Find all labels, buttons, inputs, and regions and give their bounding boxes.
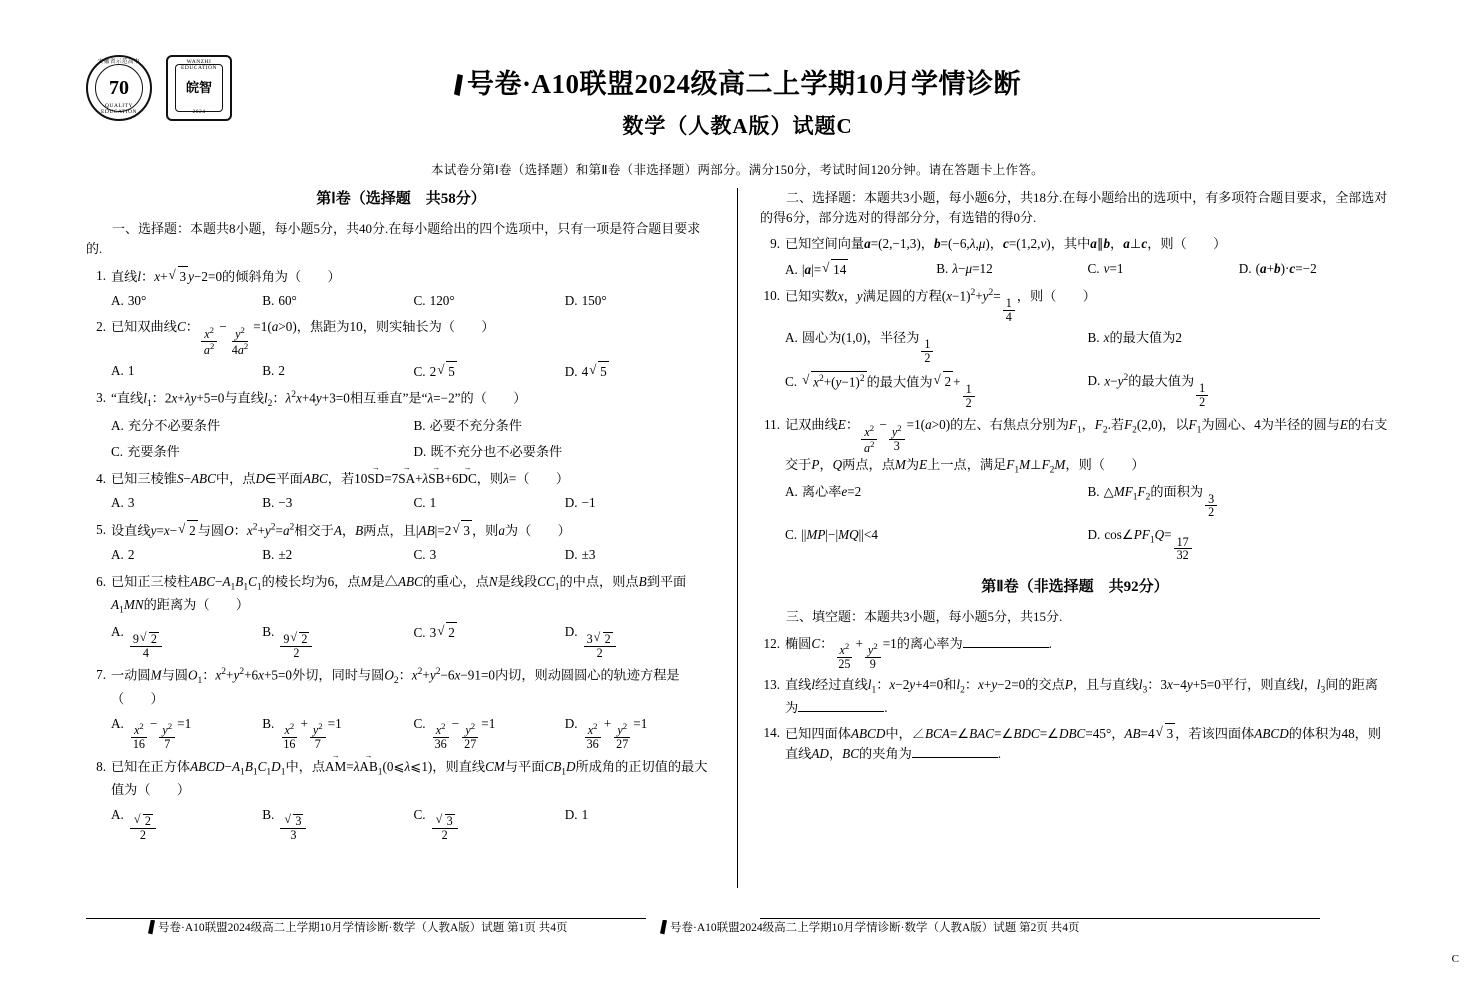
- question-text: “直线$l_1$：2x+λy+5=0与直线$l_2$：$\lambda^2x+4y+3=0$相互垂直”是“λ=−2”的（ ）: [111, 390, 527, 410]
- question-9: [760, 234, 1390, 254]
- paper-part-1-title: 第Ⅰ卷（选择题 共58分）: [316, 191, 486, 207]
- question-number: 5.: [96, 521, 106, 537]
- footer-right: [660, 919, 1080, 935]
- logo2-top-text: WANZHI EDUCATION: [181, 59, 217, 71]
- option-c[interactable]: C. v=1: [1087, 260, 1124, 276]
- option-d[interactable]: D. 4 √ 5: [565, 361, 716, 382]
- question-5: [86, 520, 716, 541]
- section-2-instruction: 二、选择题：本题共3小题，每小题6分，共18分.在每小题给出的选项中，有多项符合题目要求，全部选对的得6分，部分选对的得部分分，有选错的得0分.: [760, 190, 1388, 226]
- option-d[interactable]: D. $\frac{3 √ 2}{2}$: [565, 622, 716, 659]
- question-11-options-row2: [785, 525, 1390, 562]
- question-text: 椭圆C： $\frac{x^2}{25}$ + $\frac{y^2}{9}$ =1的离心率为 .: [785, 635, 1052, 672]
- option-b[interactable]: B. 60°: [262, 292, 297, 308]
- question-3-options-row1: [111, 416, 716, 436]
- option-a[interactable]: A. 充分不必要条件: [111, 417, 221, 433]
- question-10: [760, 286, 1390, 324]
- option-a[interactable]: A. 离心率e=2: [785, 483, 862, 499]
- option-c[interactable]: C. 3 √ 2: [414, 622, 565, 659]
- question-text: 已知双曲线C： $\frac{x^2}{a^2}$ − $\frac{y^2}{4a^2}$ =1(a>0)，焦距为10，则实轴长为（ ）: [111, 319, 495, 357]
- option-a[interactable]: A. $\frac{x^2}{16}$ − $\frac{y^2}{7}$ =1: [111, 715, 192, 752]
- question-number: 1.: [96, 267, 106, 283]
- question-14: [760, 723, 1390, 765]
- option-b[interactable]: B. −3: [262, 495, 293, 511]
- question-number: 11.: [764, 417, 780, 433]
- option-d[interactable]: D. ±3: [564, 547, 596, 563]
- question-text: 已知实数x，y满足圆的方程$(x-1)^2+y^2=$ $\frac{1}{4}$ ，则（ ）: [785, 288, 1096, 324]
- option-b[interactable]: B. 必要不充分条件: [413, 417, 522, 433]
- question-text: 已知四面体ABCD中，∠BCA=∠BAC=∠BDC=∠DBC=45°，AB=4 √ 3 ，若该四面体ABCD的体积为48，则直线AD，BC的夹角为 .: [785, 723, 1390, 765]
- question-7: [86, 665, 716, 709]
- option-d[interactable]: D. $\frac{x^2}{36}$ + $\frac{y^2}{27}$ =1: [564, 715, 648, 752]
- exam-notice: 本试卷分第Ⅰ卷（选择题）和第Ⅱ卷（非选择题）两部分。满分150分，考试时间120分钟。请在答题卡上作答。: [431, 163, 1044, 177]
- option-d[interactable]: D. −1: [564, 495, 596, 511]
- right-column: [760, 188, 1390, 768]
- option-d[interactable]: D. $x-y^2$的最大值为 $\frac{1}{2}$: [1088, 371, 1391, 410]
- option-b[interactable]: B. 2: [262, 362, 285, 378]
- question-3: [86, 388, 716, 412]
- corner-mark: C: [1451, 953, 1459, 965]
- question-8-options: [111, 805, 716, 842]
- logo1-bottom-text: QUALITY EDUCATION: [101, 103, 137, 116]
- brand-mark-icon: [660, 920, 667, 935]
- option-d[interactable]: D. 150°: [564, 292, 607, 308]
- option-b[interactable]: B. √ $\frac{3}{3}$: [262, 805, 413, 842]
- option-d[interactable]: D. $\cos\angle PF_1Q=$ $\frac{17}{32}$: [1088, 525, 1391, 562]
- option-c[interactable]: C. $\frac{x^2}{36}$ − $\frac{y^2}{27}$ =1: [413, 715, 496, 752]
- option-d[interactable]: D. (a+b)·c=−2: [1238, 260, 1317, 276]
- question-4-options: [111, 493, 716, 513]
- option-d[interactable]: D. 1: [564, 806, 589, 822]
- question-number: 4.: [96, 470, 106, 486]
- option-d[interactable]: D. 既不充分也不必要条件: [413, 444, 563, 460]
- question-10-options-row1: [785, 328, 1390, 365]
- question-6-options: [111, 622, 716, 659]
- question-11: [760, 415, 1390, 478]
- option-c[interactable]: C. 充要条件: [111, 444, 180, 460]
- question-9-options: [785, 259, 1390, 280]
- paper-part-2-title: 第Ⅱ卷（非选择题 共92分）: [981, 579, 1169, 596]
- question-2: [86, 317, 716, 356]
- option-a[interactable]: A. |a|= √ 14: [785, 259, 936, 280]
- question-number: 3.: [96, 390, 106, 406]
- question-number: 13.: [763, 676, 780, 692]
- question-text: 记双曲线E： $\frac{x^2}{a^2}$ − $\frac{y^2}{3}$ =1(a>0)的左、右焦点分别为$F_1$，$F_2$.若$F_2(2,0)$，以$F_1$为圆心、4为半径的圆与E的右支交于P，Q两点，点M为E上一点，满足$F_1M\perp F_2M$，则（ ）: [785, 417, 1388, 476]
- question-7-options: [111, 714, 716, 751]
- logo2-inner-text: 皖智: [175, 64, 223, 112]
- question-11-options-row1: [785, 482, 1390, 519]
- logo2-bottom-text: 2024: [192, 109, 206, 116]
- logo1-top-text: 安徽省示范高中: [97, 59, 140, 65]
- question-number: 8.: [96, 758, 106, 774]
- question-number: 7.: [96, 667, 106, 683]
- question-number: 2.: [96, 319, 106, 335]
- question-number: 6.: [96, 573, 106, 589]
- question-10-options-row2: [785, 371, 1390, 410]
- option-c[interactable]: C. 1: [413, 495, 437, 511]
- section-3-instruction: 三、填空题：本题共3小题，每小题5分，共15分.: [786, 609, 1063, 625]
- question-text: 已知空间向量a=(2,−1,3)，b=(−6,λ,μ)，c=(1,2,v)，其中a∥b，a⊥c，则（ ）: [785, 236, 1227, 252]
- page-title: [0, 59, 1475, 101]
- question-text: 已知正三棱柱$ABC-A_1B_1C_1$的棱长均为6，点M是△ABC的重心，点N是线段$CC_1$的中点，则点B到平面$A_1MN$的距离为（ ）: [111, 573, 687, 616]
- option-b[interactable]: B. λ−μ=12: [936, 260, 993, 276]
- question-text: 一动圆M与圆$O_1$：$x^2+y^2+6x+5=0$外切，同时与圆$O_2$：$x^2+y^2-6x-91=0$内切，则动圆圆心的轨迹方程是（ ）: [111, 667, 680, 707]
- question-text: 直线l经过直线$l_1$：x−2y+4=0和$l_2$：x+y−2=0的交点P，且与直线$l_3$：3x−4y+5=0平行，则直线l，$l_3$间的距离为 .: [785, 676, 1378, 716]
- column-divider: [737, 188, 738, 888]
- question-1-options: [111, 291, 716, 311]
- option-a[interactable]: A. √ $\frac{2}{2}$: [111, 805, 262, 842]
- question-number: 14.: [763, 724, 780, 740]
- question-5-options: [111, 545, 716, 565]
- option-b[interactable]: B. x的最大值为2: [1087, 329, 1182, 345]
- question-text: 已知在正方体$ABCD-A_1B_1C_1D_1$中，点AM $\to=\lambda AB \to_1(0⩽\lambda⩽1)$，则直线CM与平面$CB_1D$所成角的正切值的最大值为（ ）: [111, 757, 716, 801]
- option-c[interactable]: C. 2 √ 5: [414, 361, 565, 382]
- question-12: [760, 634, 1390, 671]
- question-number: 10.: [763, 288, 780, 304]
- page-subtitle: 数学（人教A版）试题C: [622, 114, 853, 138]
- footer-right-text: 号卷·A10联盟2024级高二上学期10月学情诊断·数学（人教A版）试题 第2页 共4页: [670, 922, 1080, 934]
- question-number: 9.: [770, 236, 780, 252]
- option-a[interactable]: A. 圆心为(1,0)，半径为 $\frac{1}{2}$: [785, 328, 1088, 365]
- option-c[interactable]: C. 3: [413, 547, 437, 563]
- question-1: [86, 266, 716, 287]
- option-a[interactable]: A. $\frac{9 √ 2}{4}$: [111, 622, 262, 659]
- brand-mark-icon: [454, 74, 463, 96]
- footer-left-text: 号卷·A10联盟2024级高二上学期10月学情诊断·数学（人教A版）试题 第1页 共4页: [158, 922, 568, 934]
- option-a[interactable]: A. 2: [111, 547, 135, 563]
- question-text: 已知三棱锥S−ABC中，点D∈平面ABC，若10SD →=7SA →+λSB →+6DC →，则λ=（ ）: [111, 469, 716, 489]
- left-column: [86, 188, 716, 848]
- option-c[interactable]: C. 120°: [413, 292, 455, 308]
- option-b[interactable]: B. $\triangle MF_1F_2$的面积为 $\frac{3}{2}$: [1088, 482, 1391, 519]
- question-8: [86, 757, 716, 801]
- option-b[interactable]: B. ±2: [262, 547, 293, 563]
- option-a[interactable]: A. 3: [111, 495, 135, 511]
- logo1-inner-text: 70: [95, 64, 143, 112]
- question-13: [760, 675, 1390, 719]
- question-4: [86, 469, 716, 489]
- brand-mark-icon: [148, 920, 155, 935]
- question-text: 设直线y=x− √ 2 与圆O：$x^2+y^2=a^2$相交于A，B两点，且|AB|=2 √ 3 ，则a为（ ）: [111, 520, 716, 541]
- option-c[interactable]: C. √ $\frac{3}{2}$: [414, 805, 565, 842]
- option-c[interactable]: C. ||MP|−|MQ||<4: [785, 527, 878, 543]
- option-b[interactable]: B. $\frac{9 √ 2}{2}$: [262, 622, 413, 659]
- footer-left: [148, 919, 568, 935]
- question-number: 12.: [763, 635, 780, 651]
- question-text: 直线l：x+ √ 3 y−2=0的倾斜角为（ ）: [111, 266, 716, 287]
- question-3-options-row2: [111, 442, 716, 462]
- question-2-options: [111, 361, 716, 382]
- option-b[interactable]: B. $\frac{x^2}{16}$ + $\frac{y^2}{7}$ =1: [262, 715, 342, 752]
- option-a[interactable]: A. 30°: [111, 292, 147, 308]
- option-a[interactable]: A. 1: [111, 362, 135, 378]
- page-title-text: 号卷·A10联盟2024级高二上学期10月学情诊断: [466, 69, 1021, 99]
- section-1-instruction: 一、选择题：本题共8小题，每小题5分，共40分.在每小题给出的四个选项中，只有一项是符合题目要求的.: [86, 221, 701, 257]
- option-c[interactable]: C. √ $x^2+(y-1)^2$ 的最大值为 √ 2 + $\frac{1}{2}$: [785, 371, 1088, 410]
- question-6: [86, 572, 716, 619]
